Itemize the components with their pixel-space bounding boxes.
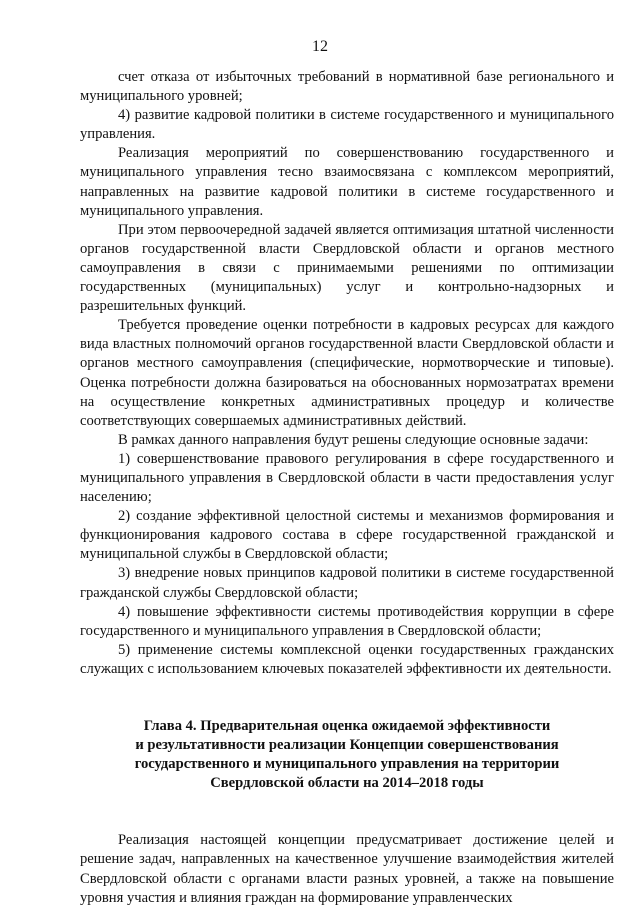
list-item: 1) совершенствование правового регулирования в сфере государственного и муниципального управления в Свердловской области в части предоставления услуг населению; — [80, 450, 614, 506]
paragraph: 4) развитие кадровой политики в системе государственного и муниципального управления. — [80, 107, 614, 143]
chapter-heading-line: и результативности реализации Концепции совершенствования — [135, 737, 559, 754]
chapter-heading-line: государственного и муниципального управления на территории — [134, 756, 560, 773]
paragraph: При этом первоочередной задачей является оптимизация штатной численности органов государственной власти Свердловской области и органов местного самоуправления в связи с принимаемыми решениями по оптимизации государственных (муниципальных) услуг и контрольно-надзорных и разрешительных функций. — [80, 221, 614, 315]
chapter-heading — [80, 717, 614, 793]
paragraph: Требуется проведение оценки потребности в кадровых ресурсах для каждого вида властных полномочий органов государственной власти Свердловской области и органов местного самоуправления (специфические, нормотворческие и типовые). Оценка потребности должна базироваться на обоснованных нормозатратах времени на осуществление конкретных административных процедур и количестве соответствующих совершаемых административных действий. — [80, 317, 614, 429]
page-number: 12 — [312, 38, 328, 55]
document-body — [80, 68, 614, 908]
list-item: 5) применение системы комплексной оценки государственных гражданских служащих с использованием ключевых показателей эффективности их деятельности. — [80, 641, 614, 677]
list-item: 2) создание эффективной целостной системы и механизмов формирования и функционирования кадрового состава в сфере государственной гражданской и муниципальной службы в Свердловской области; — [80, 508, 614, 563]
list-item: 3) внедрение новых принципов кадровой политики в системе государственной гражданской службы Свердловской области; — [80, 565, 614, 601]
paragraph: Реализация настоящей концепции предусматривает достижение целей и решение задач, направленных на качественное улучшение взаимодействия жителей Свердловской области с органами власти разных уровней, а также на повышение уровня участия и влияния граждан на формирование управленческих — [80, 832, 614, 906]
paragraph: Реализация мероприятий по совершенствованию государственного и муниципального управления тесно взаимосвязана с комплексом мероприятий, направленных на развитие кадровой политики в системе государственного и муниципального управления. — [80, 145, 614, 219]
list-item: 4) повышение эффективности системы противодействия коррупции в сфере государственного и муниципального управления в Свердловской области; — [80, 603, 614, 639]
paragraph: счет отказа от избыточных требований в нормативной базе регионального и муниципального уровней; — [80, 69, 614, 105]
paragraph: В рамках данного направления будут решены следующие основные задачи: — [118, 431, 589, 448]
chapter-heading-line: Свердловской области на 2014–2018 годы — [210, 775, 484, 792]
chapter-heading-line: Глава 4. Предварительная оценка ожидаемой эффективности — [143, 718, 551, 734]
